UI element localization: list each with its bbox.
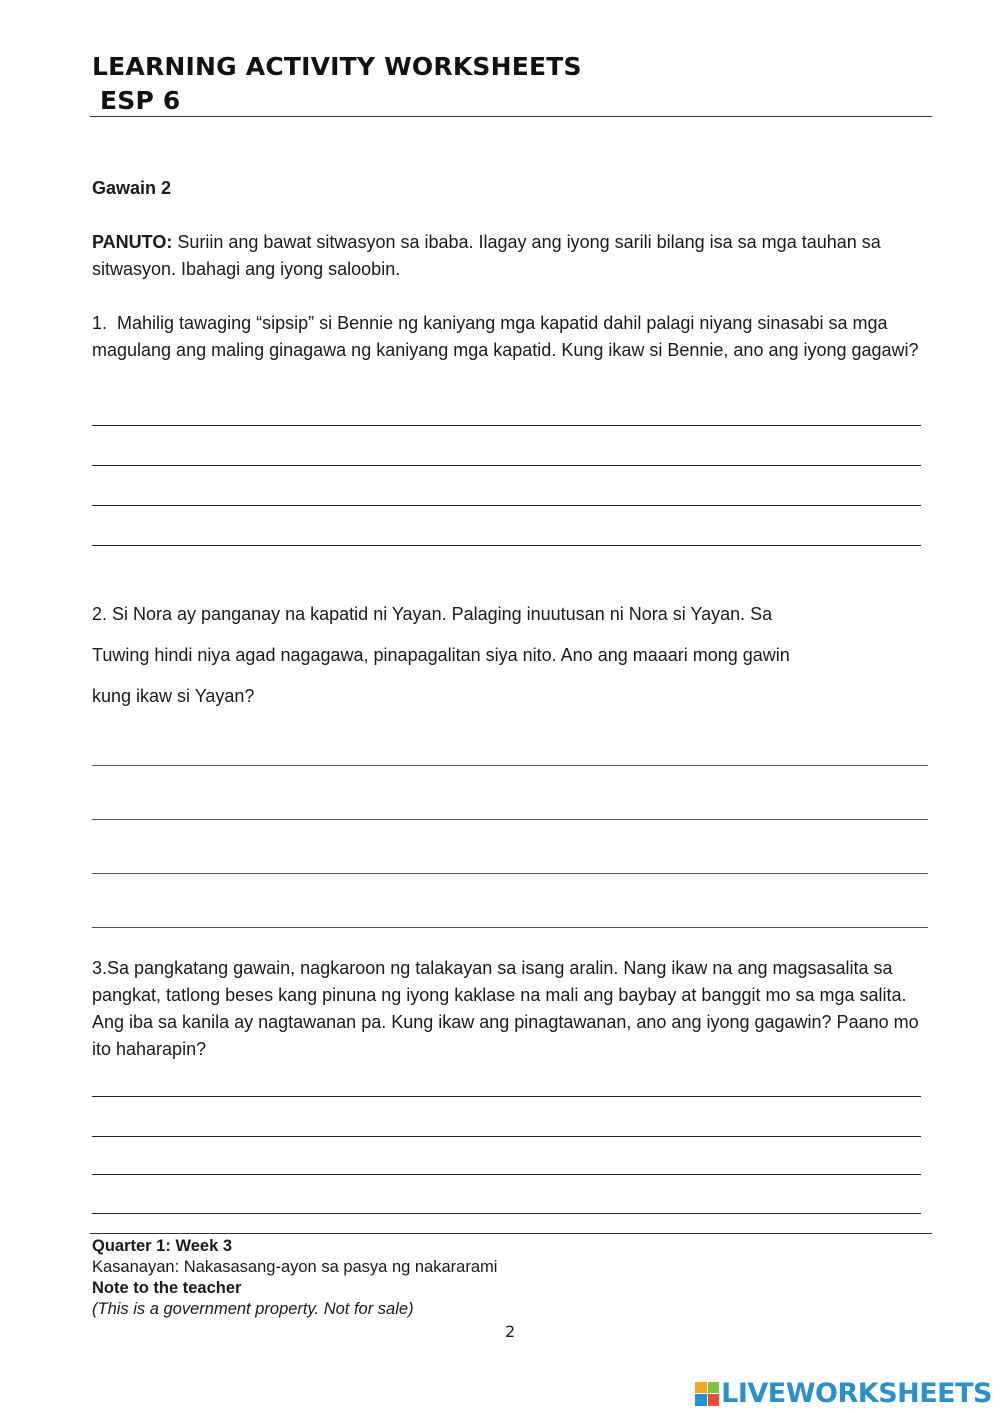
page-title xyxy=(92,50,582,118)
question-2-line-3: kung ikaw si Yayan? xyxy=(92,686,255,706)
answer-line-q1-4[interactable] xyxy=(92,545,921,546)
answer-line-q2-2[interactable] xyxy=(92,819,928,820)
section-label: Gawain 2 xyxy=(92,178,172,198)
question-1-text: Mahilig tawaging “sipsip” si Bennie ng kaniyang mga kapatid dahil palagi niyang sinasabi sa mga magulang ang maling ginagawa ng kaniyang mga kapatid. Kung ikaw si Bennie, ano ang iyong gagawi? xyxy=(92,313,919,360)
answer-line-q3-3[interactable] xyxy=(92,1174,921,1175)
answer-line-q3-2[interactable] xyxy=(92,1136,921,1137)
footer-divider xyxy=(90,1233,932,1234)
liveworksheets-logo-icon xyxy=(695,1382,719,1406)
answer-line-q1-1[interactable] xyxy=(92,425,921,426)
footer-quarter: Quarter 1: Week 3 xyxy=(92,1237,233,1255)
title-line-1: LEARNING ACTIVITY WORKSHEETS xyxy=(92,52,582,81)
question-1 xyxy=(92,310,932,364)
liveworksheets-brand[interactable] xyxy=(695,1378,992,1409)
question-2-line-1: 2. Si Nora ay panganay na kapatid ni Yayan. Palaging inuutusan ni Nora si Yayan. Sa xyxy=(92,604,773,624)
instructions xyxy=(92,229,932,283)
answer-line-q2-1[interactable] xyxy=(92,765,928,766)
answer-line-q3-1[interactable] xyxy=(92,1096,921,1097)
question-1-number: 1. xyxy=(92,313,108,333)
instructions-text: Suriin ang bawat sitwasyon sa ibaba. Ilagay ang iyong sarili bilang isa sa mga tauhan sa sitwasyon. Ibahagi ang iyong saloobin. xyxy=(92,232,881,279)
answer-line-q2-3[interactable] xyxy=(92,873,928,874)
question-2-line-2: Tuwing hindi niya agad nagagawa, pinapagalitan siya nito. Ano ang maaari mong gawin xyxy=(92,645,790,665)
instructions-label: PANUTO: xyxy=(92,232,173,252)
footer xyxy=(92,1236,497,1320)
question-3: 3.Sa pangkatang gawain, nagkaroon ng talakayan sa isang aralin. Nang ikaw na ang magsasalita sa pangkat, tatlong beses kang pinuna ng iyong kaklase na mali ang baybay at banggit mo sa mga salita. Ang iba sa kanila ay nagtawanan pa. Kung ikaw ang pinagtawanan, ano ang iyong gagawin? Paano mo ito haharapin? xyxy=(92,958,919,1059)
answer-line-q1-2[interactable] xyxy=(92,465,921,466)
header-divider xyxy=(90,116,932,117)
footer-disclaimer: (This is a government property. Not for sale) xyxy=(92,1300,414,1318)
answer-line-q2-4[interactable] xyxy=(92,927,928,928)
page-number: 2 xyxy=(505,1322,516,1341)
brand-text: LIVEWORKSHEETS xyxy=(721,1378,992,1409)
title-line-2: ESP 6 xyxy=(100,86,181,115)
footer-note: Note to the teacher xyxy=(92,1279,242,1297)
answer-line-q3-4[interactable] xyxy=(92,1213,921,1214)
footer-kasanayan: Kasanayan: Nakasasang-ayon sa pasya ng nakararami xyxy=(92,1258,498,1276)
answer-line-q1-3[interactable] xyxy=(92,505,921,506)
